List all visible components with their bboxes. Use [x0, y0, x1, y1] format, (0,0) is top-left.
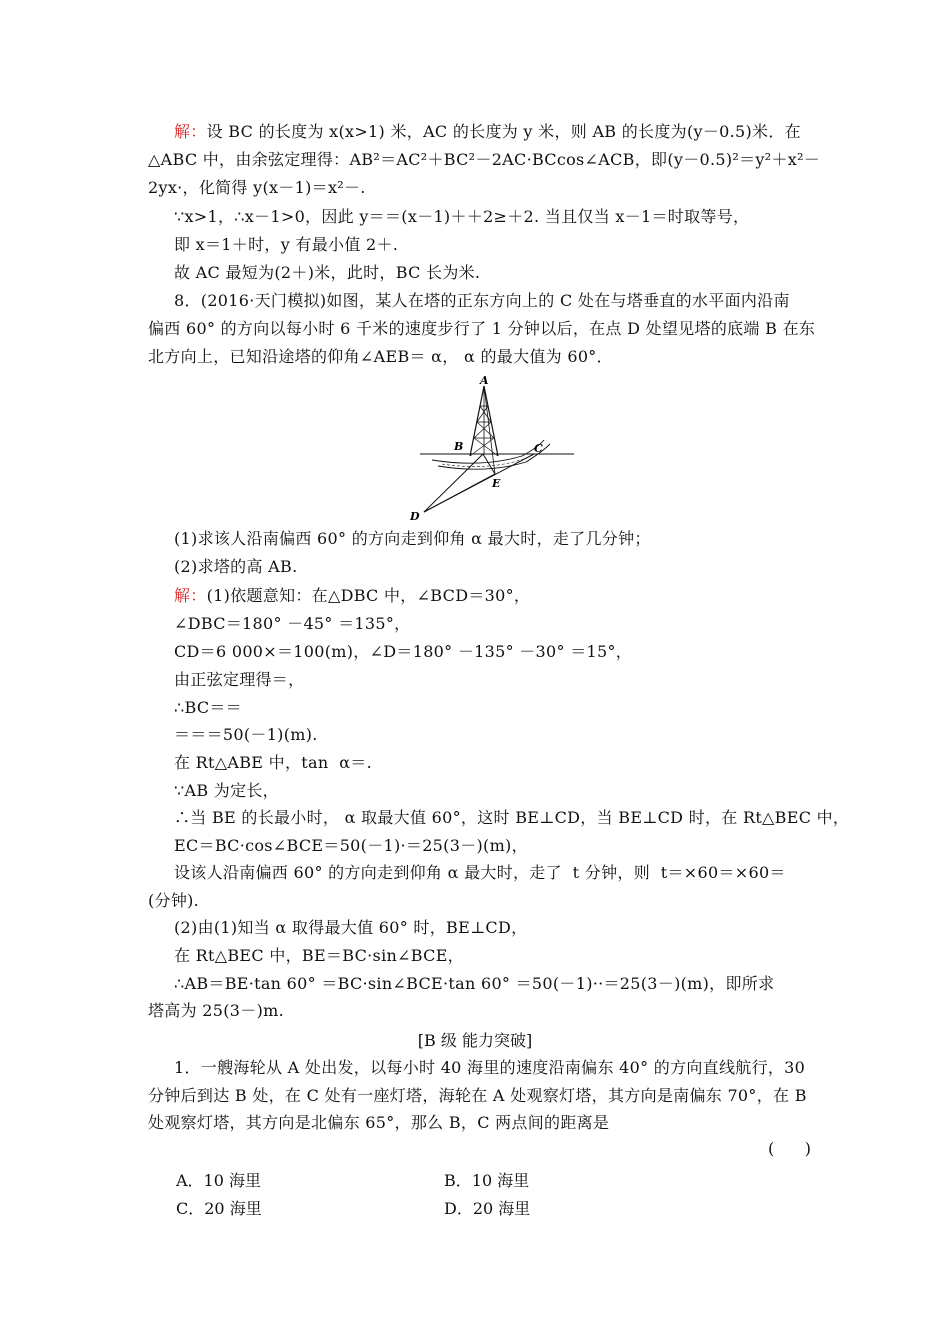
- solution1-line4: ∵x>1，∴x－1>0，因此 y＝＝(x－1)＋＋2≥＋2. 当且仅当 x－1＝时取等号，: [174, 207, 750, 226]
- solution8-line16: 塔高为 25(3－)m.: [148, 1001, 284, 1020]
- solution8-line13: (2)由(1)知当 α 取得最大值 60° 时，BE⊥CD，: [174, 918, 528, 937]
- solution8-line12: (分钟).: [148, 891, 200, 910]
- problem8-line2: 偏西 60° 的方向以每小时 6 千米的速度步行了 1 分钟以后，在点 D 处望见塔的底端 B 在东: [148, 319, 816, 338]
- option-c: C．20 海里: [176, 1199, 262, 1218]
- problem8-line1: 8．(2016·天门模拟)如图，某人在塔的正东方向上的 C 处在与塔垂直的水平面内沿南: [174, 291, 790, 310]
- solution8-line10: EC＝BC·cos∠BCE＝50(－1)·＝25(3－)(m)，: [174, 836, 528, 855]
- problem8-line3: 北方向上，已知沿途塔的仰角∠AEB＝ α， α 的最大值为 60°．: [148, 347, 613, 366]
- section-b-title: [B 级 能力突破]: [417, 1031, 533, 1050]
- solution1-line3: 2yx·，化简得 y(x－1)＝x²－.: [148, 178, 366, 197]
- option-b: B．10 海里: [444, 1171, 530, 1190]
- option-a: A．10 海里: [176, 1171, 262, 1190]
- solution-label: 解：: [174, 122, 207, 141]
- solution8-line2: ∠DBC＝180° －45° ＝135°，: [174, 614, 411, 633]
- label-E: E: [492, 477, 501, 490]
- label-B: B: [454, 440, 464, 453]
- solution8-line3: CD＝6 000×＝100(m)，∠D＝180° －135° －30° ＝15°，: [174, 642, 633, 661]
- solution8-line1: 解：(1)依题意知：在△DBC 中，∠BCD＝30°，: [174, 586, 531, 605]
- solution1-line5: 即 x＝1＋时，y 有最小值 2＋.: [174, 235, 399, 254]
- option-d: D．20 海里: [444, 1199, 531, 1218]
- solution8-line5: ∴BC＝＝: [174, 698, 242, 717]
- solution8-line6: ＝＝＝50(－1)(m).: [174, 725, 318, 744]
- label-C: C: [534, 442, 543, 455]
- solution8-line15: ∴AB＝BE·tan 60° ＝BC·sin∠BCE·tan 60° ＝50(－1)··＝25(3－)(m)，即所求: [174, 974, 775, 993]
- solution1-line6: 故 AC 最短为(2＋)米，此时，BC 长为米.: [174, 263, 481, 282]
- solution8-line9: ∴当 BE 的长最小时， α 取最大值 60°，这时 BE⊥CD，当 BE⊥CD 时，在 Rt△BEC 中，: [174, 808, 850, 827]
- solution8-line11: 设该人沿南偏西 60° 的方向走到仰角 α 最大时，走了 t 分钟，则 t＝×60＝×60＝: [174, 863, 786, 882]
- tower-figure: [402, 374, 582, 524]
- solution1-line1: 解：设 BC 的长度为 x(x>1) 米，AC 的长度为 y 米，则 AB 的长度为(y－0.5)米．在: [174, 122, 801, 141]
- label-A: A: [480, 374, 489, 387]
- solution-label: 解：: [174, 586, 207, 605]
- solution8-line4: 由正弦定理得＝，: [174, 670, 305, 689]
- problem8-q1: (1)求该人沿南偏西 60° 的方向走到仰角 α 最大时，走了几分钟；: [174, 529, 651, 548]
- problemB1-line1: 1．一艘海轮从 A 处出发，以每小时 40 海里的速度沿南偏东 40° 的方向直线航行，30: [174, 1058, 806, 1077]
- solution8-line7: 在 Rt△ABE 中，tan α＝.: [174, 753, 372, 772]
- problemB1-line2: 分钟后到达 B 处，在 C 处有一座灯塔，海轮在 A 处观察灯塔，其方向是南偏东 70°，在 B: [148, 1086, 807, 1105]
- solution8-line14: 在 Rt△BEC 中，BE＝BC·sin∠BCE，: [174, 946, 464, 965]
- answer-bracket: ( ): [768, 1139, 811, 1158]
- problemB1-line3: 处观察灯塔，其方向是北偏东 65°，那么 B，C 两点间的距离是: [148, 1113, 610, 1132]
- solution1-line2: △ABC 中，由余弦定理得：AB²＝AC²＋BC²－2AC·BCcos∠ACB，即(y－0.5)²＝y²＋x²－: [148, 150, 821, 169]
- problem8-q2: (2)求塔的高 AB.: [174, 557, 298, 576]
- label-D: D: [410, 510, 420, 523]
- solution8-line8: ∵AB 为定长，: [174, 781, 279, 800]
